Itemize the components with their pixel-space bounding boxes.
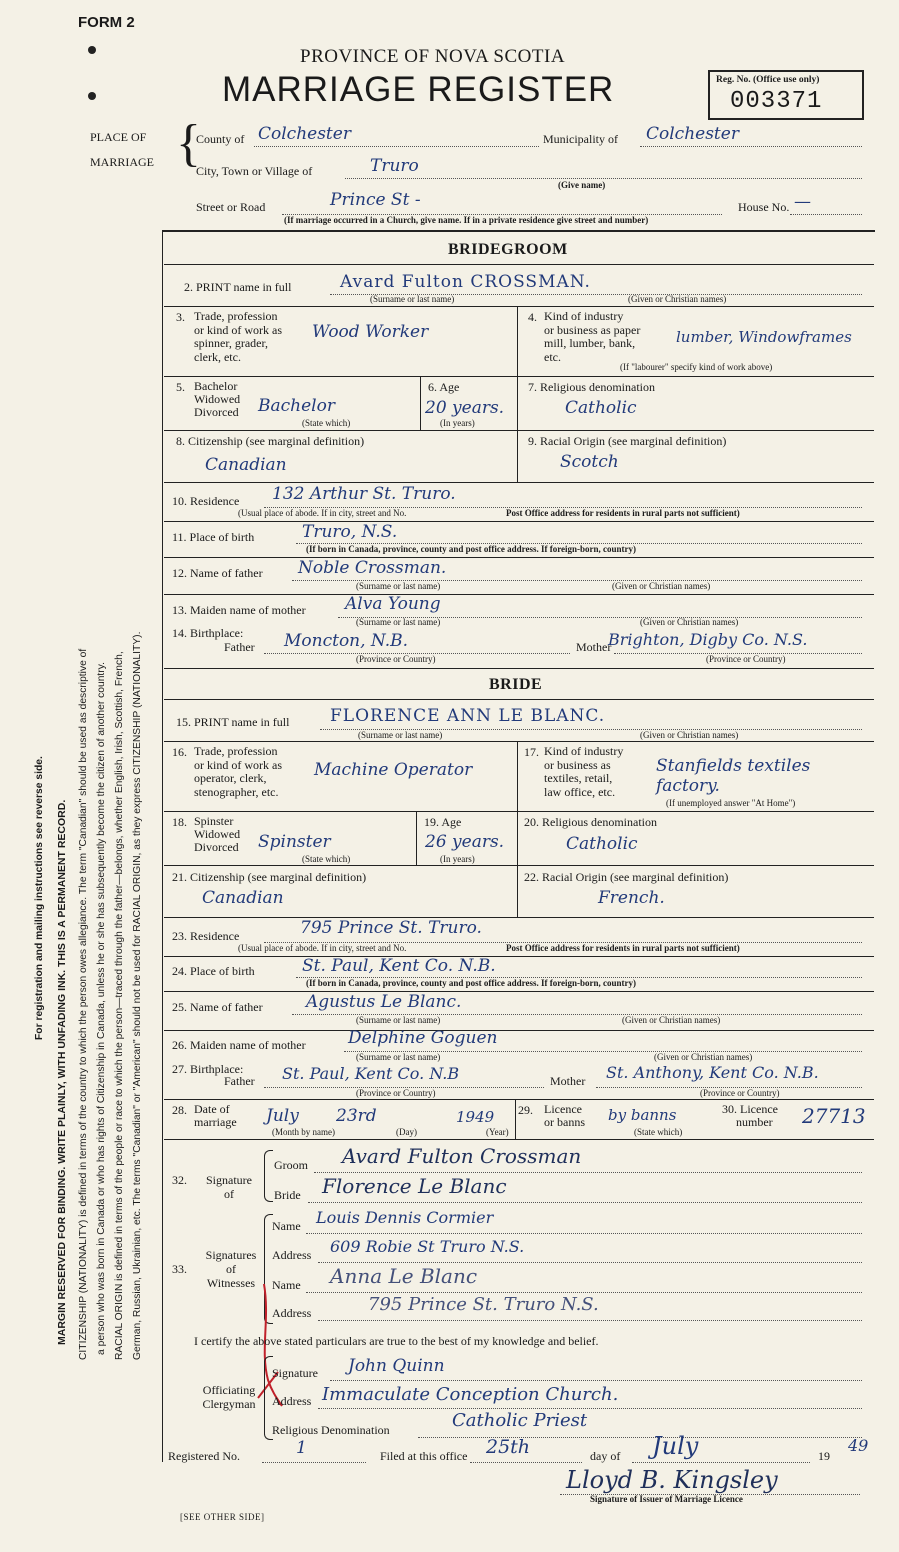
county-value: Colchester [258,124,351,144]
groom-status: Bachelor [258,396,335,416]
f4-label: Kind of industry or business as paper mill, lumber, bank, etc. [544,309,641,364]
form-number: FORM 2 [78,14,135,31]
groom-residence: 132 Arthur St. Truro. [272,484,456,504]
bride-mother: Delphine Goguen [348,1028,498,1048]
f32-label: Signature of [206,1173,252,1201]
f23-label: 23. Residence [172,929,240,943]
f33-label: Signatures of Witnesses [205,1248,257,1290]
licence-number: 27713 [802,1104,866,1128]
margin-citizenship-1: CITIZENSHIP (NATIONALITY) is defined in terms of the country to which the person owes allegiance. The term "Canadian" should be used as descriptive of [78,648,89,1360]
marriage-year: 1949 [456,1108,495,1126]
give-name-caption: (Give name) [558,180,606,190]
f25-label: 25. Name of father [172,1000,263,1014]
f14-label: 14. Birthplace: [172,626,244,640]
f11-label: 11. Place of birth [172,530,255,544]
city-value: Truro [370,156,419,176]
reg-no-value: 003371 [730,88,823,115]
groom-mother: Alva Young [345,594,441,614]
clergyman-denomination: Catholic Priest [452,1410,588,1431]
f29-label: Licence or banns [544,1102,585,1129]
f27-label: 27. Birthplace: [172,1062,244,1076]
bride-age: 26 years. [425,832,505,852]
bride-citizenship: Canadian [202,888,284,908]
punch-hole [88,46,96,54]
f4-note: (If "labourer" specify kind of work above) [620,362,773,372]
f9-label: 9. Racial Origin (see marginal definition) [528,434,727,448]
f24-label: 24. Place of birth [172,964,255,978]
groom-industry: lumber, Windowframes [676,328,852,346]
f21-label: 21. Citizenship (see marginal definition) [172,870,367,884]
margin-racial-1: RACIAL ORIGIN is defined in terms of the people or race to which the person—traced through the father—belongs, whether English, Irish, Scottish, French, [114,651,125,1360]
place-label-1: PLACE OF [90,130,147,144]
f19-label: 19. Age [424,815,462,829]
county-label: County of [196,132,245,146]
groom-father-birthplace: Moncton, N.B. [284,631,409,651]
f15-label: 15. PRINT name in full [176,715,290,729]
registered-label: Registered No. [168,1449,240,1463]
surname-caption: (Surname or last name) [370,294,455,304]
see-other-side: [SEE OTHER SIDE] [180,1512,265,1522]
filed-label: Filed at this office [380,1449,468,1463]
filed-day: 25th [486,1436,531,1458]
issuer-caption: Signature of Issuer of Marriage Licence [590,1494,743,1504]
f10-label: 10. Residence [172,494,240,508]
groom-mother-birthplace: Brighton, Digby Co. N.S. [608,630,808,649]
witness1-address: 609 Robie St Truro N.S. [330,1237,525,1256]
section-bridegroom: BRIDEGROOM [448,241,568,258]
clergyman-address: Immaculate Conception Church. [322,1384,619,1405]
groom-name: Avard Fulton CROSSMAN. [340,272,591,292]
f16-label: Trade, profession or kind of work as operator, clerk, stenographer, etc. [194,744,282,799]
groom-trade: Wood Worker [312,322,429,342]
f7-label: 7. Religious denomination [528,380,655,394]
municipality-label: Municipality of [543,132,618,146]
bride-racial: French. [598,888,665,908]
punch-hole [88,92,96,100]
f13-label: 13. Maiden name of mother [172,603,306,617]
marriage-month: July [266,1106,299,1126]
f2-label: 2. PRINT name in full [184,280,292,294]
f12-label: 12. Name of father [172,566,263,580]
margin-binding: MARGIN RESERVED FOR BINDING. WRITE PLAINLY, WITH UNFADING INK. THIS IS A PERMANENT RECORD. [56,799,68,1345]
f5-label: Bachelor Widowed Divorced [194,379,241,419]
margin-racial-2: German, Russian, Ukrainian, etc. The terms "Canadian" or "American" should not be used for RACIAL ORIGIN, as they express CITIZENSHIP (NATIONALITY). [132,631,143,1360]
street-value: Prince St - [330,190,421,210]
given-caption: (Given or Christian names) [628,294,727,304]
f20-label: 20. Religious denomination [524,815,657,829]
groom-religion: Catholic [565,398,637,418]
bride-religion: Catholic [566,834,638,854]
bride-signature: Florence Le Blanc [322,1174,507,1198]
house-value: — [794,192,811,212]
groom-father: Noble Crossman. [298,558,447,578]
witness1-name: Louis Dennis Cormier [316,1208,494,1227]
issuer-signature: Lloyd B. Kingsley [566,1466,778,1494]
f3-label: Trade, profession or kind of work as spinner, grader, clerk, etc. [194,309,282,364]
reg-no-box [708,70,864,120]
groom-signature: Avard Fulton Crossman [342,1144,582,1168]
marriage-day: 23rd [336,1106,377,1126]
reg-no-label: Reg. No. (Office use only) [716,75,820,85]
f17-label: Kind of industry or business as textiles, retail, law office, etc. [544,744,624,799]
bride-status: Spinster [258,832,331,852]
place-label-2: MARRIAGE [90,155,155,169]
filed-month: July [652,1432,699,1460]
f26-label: 26. Maiden name of mother [172,1038,306,1052]
filed-year: 49 [848,1436,869,1455]
bride-father: Agustus Le Blanc. [306,992,462,1012]
groom-age: 20 years. [425,398,505,418]
witness2-name: Anna Le Blanc [330,1264,478,1288]
margin-citizenship-2: a person who was born in Canada or who has rights of Citizenship in Canada, unless he or she has subsequently become the citizen of another country. [96,662,107,1355]
city-label: City, Town or Village of [196,164,313,178]
f22-label: 22. Racial Origin (see marginal definition) [524,870,729,884]
officiating-label: Officiating Clergyman [202,1383,256,1411]
street-label: Street or Road [196,200,266,214]
bride-industry: Stanfields textiles factory. [656,756,811,796]
clergyman-signature: John Quinn [348,1356,445,1376]
licence-or-banns: by banns [608,1106,677,1124]
brace: { [176,115,201,172]
province-title: PROVINCE OF NOVA SCOTIA [300,46,566,67]
groom-racial: Scotch [560,452,619,472]
registered-number: 1 [296,1438,307,1458]
f28-label: Date of marriage [194,1102,237,1129]
certify-statement: I certify the above stated particulars are true to the best of my knowledge and belief. [194,1334,599,1348]
bride-name: FLORENCE ANN LE BLANC. [330,706,606,726]
bride-mother-birthplace: St. Anthony, Kent Co. N.B. [606,1063,819,1082]
groom-birthplace: Truro, N.S. [302,522,398,542]
bride-father-birthplace: St. Paul, Kent Co. N.B [282,1064,460,1083]
witness2-address: 795 Prince St. Truro N.S. [368,1294,599,1315]
bride-birthplace: St. Paul, Kent Co. N.B. [302,956,496,976]
page-title: MARRIAGE REGISTER [222,70,615,109]
house-label: House No. [738,200,790,214]
f30-label: 30. Licence number [722,1102,778,1129]
groom-citizenship: Canadian [205,455,287,475]
section-bride: BRIDE [489,676,543,693]
margin-instructions: For registration and mailing instructions see reverse side. [34,756,45,1040]
f6-label: 6. Age [428,380,460,394]
bride-trade: Machine Operator [314,760,473,780]
bride-residence: 795 Prince St. Truro. [300,918,482,938]
municipality-value: Colchester [646,124,739,144]
street-note: (If marriage occurred in a Church, give name. If in a private residence give street and number) [284,215,649,225]
f8-label: 8. Citizenship (see marginal definition) [176,434,365,448]
f18-label: Spinster Widowed Divorced [194,814,241,854]
